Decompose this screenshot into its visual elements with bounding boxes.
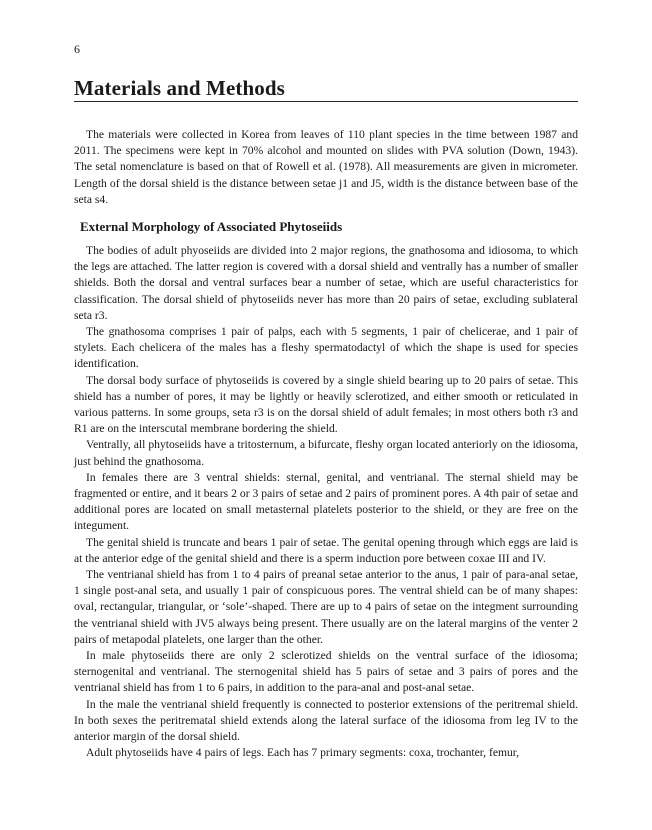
- intro-text: [74, 127, 578, 208]
- body-paragraph: Adult phytoseiids have 4 pairs of legs. Each has 7 primary segments: coxa, trochanter, femur,: [86, 746, 520, 760]
- morphology-text: [74, 243, 578, 762]
- body-paragraph: Ventrally, all phytoseiids have a tritosternum, a bifurcate, fleshy organ located anteriorly on the idiosoma, just behind the gnathosoma.: [74, 438, 578, 468]
- section-heading: External Morphology of Associated Phytoseiids: [80, 219, 343, 234]
- body-paragraph: The ventrianal shield has from 1 to 4 pairs of preanal setae anterior to the anus, 1 pair of para-anal setae, 1 single post-anal seta, and usually 1 pair of conspicuous pores. The ventral shield can be of many shapes: oval, rectangular, triangular, or ‘sole’-shaped. There are up to 4 pairs of setae on the integment surrounding the ventrianal shield with JV5 always being present. There usually are on the lateral margins of the venter 2 pairs of metapodal platelets, one larger than the other.: [74, 568, 578, 646]
- body-paragraph: In the male the ventrianal shield frequently is connected to posterior extensions of the peritremal shield. In both sexes the peritrematal shield extends along the lateral surface of the idiosoma from leg IV to the anterior margin of the dorsal shield.: [74, 697, 578, 744]
- chapter-title-rule: [74, 101, 578, 102]
- chapter-title: Materials and Methods: [74, 76, 285, 100]
- intro-paragraph: The materials were collected in Korea from leaves of 110 plant species in the time between 1987 and 2011. The specimens were kept in 70% alcohol and mounted on slides with PVA solution (Down, 1943). The setal nomenclature is based on that of Rowell et al. (1978). All measurements are given in micrometer. Length of the dorsal shield is the distance between setae j1 and J5, width is the distance between base of the seta s4.: [74, 128, 578, 206]
- body-paragraph: The gnathosoma comprises 1 pair of palps, each with 5 segments, 1 pair of chelicerae, and 1 pair of stylets. Each chelicera of the males has a fleshy spermatodactyl of which the shape is used for species identification.: [74, 325, 578, 371]
- body-paragraph: In females there are 3 ventral shields: sternal, genital, and ventrianal. The sternal shield may be fragmented or entire, and it bears 2 or 3 pairs of setae and 2 pairs of prominent pores. A 4th pair of setae and additional pores are located on small metasternal platelets posterior to the shield, or they are free on the integument.: [74, 470, 578, 533]
- body-paragraph: The dorsal body surface of phytoseiids is covered by a single shield bearing up to 20 pairs of setae. This shield has a number of pores, it may be lightly or heavily sclerotized, and either smooth or reticulated in various patterns. In some groups, seta r3 is on the dorsal shield of adult females; in most others both r3 and R1 are on the interscutal membrane bordering the shield.: [74, 373, 578, 436]
- body-paragraph: The bodies of adult phyoseiids are divided into 2 major regions, the gnathosoma and idiosoma, to which the legs are attached. The latter region is covered with a dorsal shield and ventrally has a number of smaller shields. Both the dorsal and ventral surfaces bear a number of setae, which are useful characteristics for classification. The dorsal shield of phytoseiids never has more than 20 pairs of setae, excluding sublateral seta r3.: [74, 244, 578, 322]
- body-paragraph: In male phytoseiids there are only 2 sclerotized shields on the ventral surface of the idiosoma; sternogenital and ventrianal. The sternogenital shield has 5 pairs of setae and 3 pairs of pores and the ventrianal shield has from 1 to 6 pairs, in addition to the para-anal and post-anal setae.: [74, 649, 578, 695]
- body-paragraph: The genital shield is truncate and bears 1 pair of setae. The genital opening through which eggs are laid is at the anterior edge of the genital shield and there is a sperm induction pore between coxae III and IV.: [74, 535, 578, 565]
- page-number: 6: [74, 42, 80, 56]
